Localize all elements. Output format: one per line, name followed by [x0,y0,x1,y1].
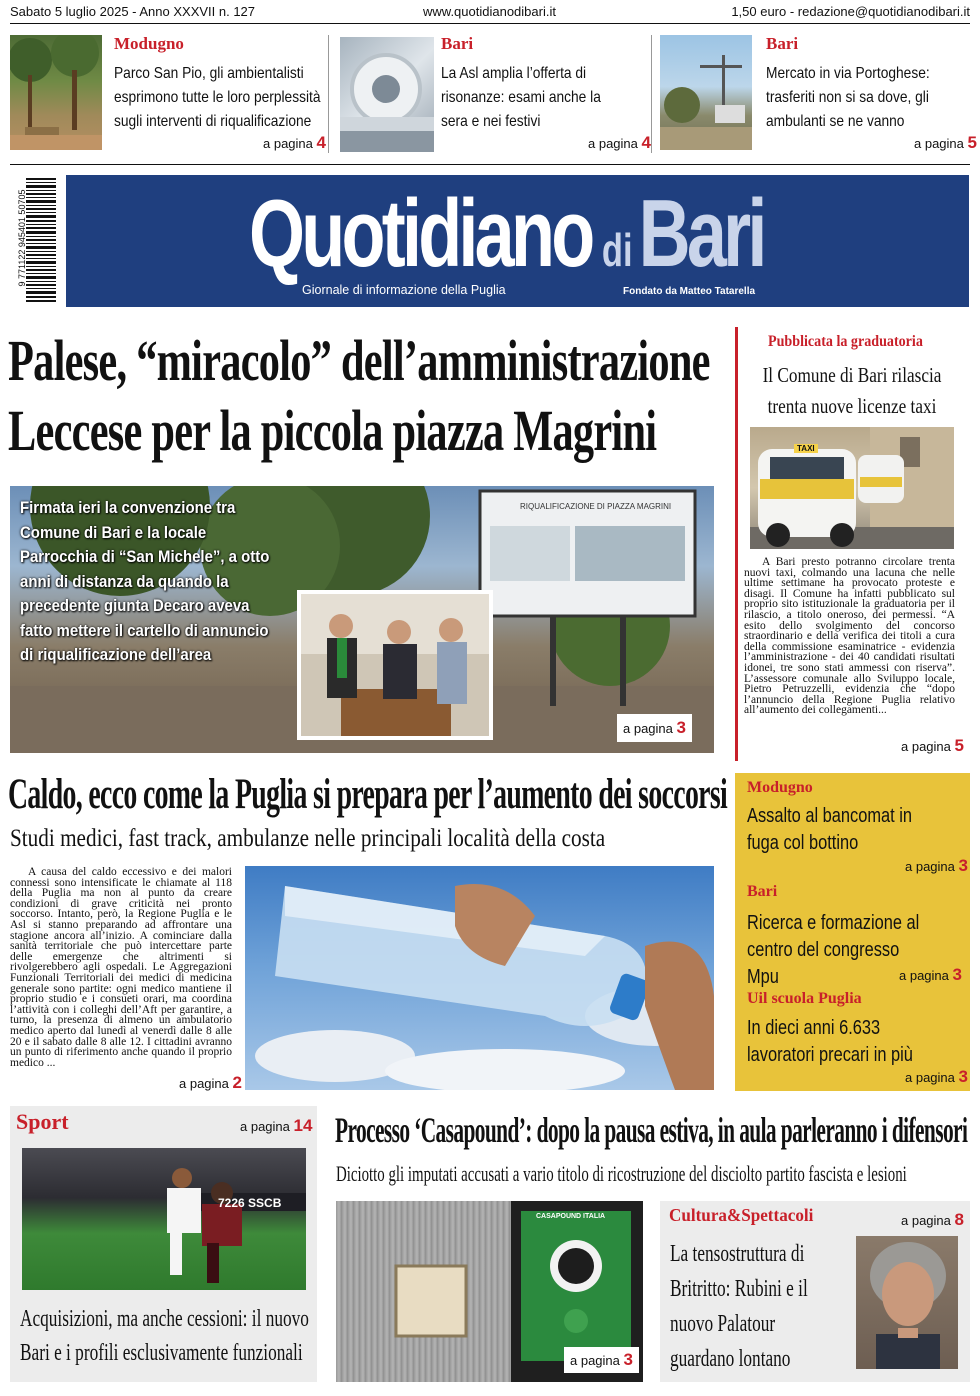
brief-3-page-ref[interactable]: a pagina 3 [905,1067,968,1086]
briefs-box [735,773,970,1091]
casapound-subheadline: Diciotto gli imputati accusati a vario titolo di ricostruzione del disciolto partito fascista e lesioni [336,1161,907,1186]
lead-sign-title: RIQUALIFICAZIONE DI PIAZZA MAGRINI [520,502,672,511]
sport-headline[interactable]: Acquisizioni, ma anche cessioni: il nuovo Bari e i profili esclusivamente funzionali [20,1306,309,1366]
culture-headline[interactable]: La tensostruttura di Britritto: Rubini e il nuovo Palatour guardano lontano [670,1241,808,1372]
taxi-column-rule [735,327,738,761]
teaser-3-text[interactable]: Mercato in via Portoghese: trasferiti non si sa dove, gli ambulanti se ne vanno [766,65,930,130]
brief-2-headline[interactable]: Ricerca e formazione al centro del congresso Mpu [747,912,920,988]
casapound-sign-text: CASAPOUND ITALIA [536,1213,606,1220]
teaser-2-category: Bari [441,34,474,53]
teaser-1-text[interactable]: Parco San Pio, gli ambientalisti esprimono tutte le loro perplessità sugli interventi di riqualificazione [114,65,321,130]
teaser-3-category: Bari [766,34,799,53]
teaser-1-page-ref[interactable]: a pagina 4 [263,133,326,152]
masthead-banner [66,175,969,307]
masthead-title: Quotidiano diBari [249,180,764,287]
taxi-body: A Bari presto potranno circolare trenta nuovi taxi, colmando una lacuna che nelle ultime settimane ha provocato proteste e disagi. Il Comune ha infatti pubblicato sul proprio sito istituzionale la graduatoria per il rilascio, a titolo oneroso, dei permessi. “A esito dello svolgimento del concorso straordinario e della verifica dei titoli a cura della commissione esaminatrice - evidenzia l’amministrazione - dei 40 candidati risultati idonei, tre sono stati ammessi con riserva”. L’assessore comunale allo Sviluppo locale, Pietro Petruzzelli, evidenzia che “dopo l’annuncio della Regione Puglia relativo all’aumento dei collegamenti... [744,556,955,717]
masthead-founder: Fondato da Matteo Tatarella [623,286,756,297]
issue-date: Sabato 5 luglio 2025 - Anno XXXVII n. 127 [10,4,256,19]
lead-inset-photo [297,590,493,740]
sport-scoreboard: 7226 SSCB [218,1196,282,1210]
teaser-market-photo [660,35,752,150]
lead-overlay-text: Firmata ieri la convenzione tra Comune di Bari e la locale Parrocchia di “San Michele”, a otto anni di distanza da quando la precedente giunta Decaro aveva fatto mettere il cartello di annuncio di riqualificazione dell’area [20,498,270,664]
culture-portrait-photo [856,1236,958,1369]
teaser-park-photo [10,35,102,150]
lead-page-ref[interactable]: a pagina 3 [617,714,692,742]
heat-page-ref[interactable]: a pagina 2 [175,1073,242,1093]
sport-photo [22,1148,306,1290]
sport-category: Sport [16,1109,69,1134]
barcode-number: 9 771122 945401 50705 [17,189,27,287]
brief-2-category: Bari [747,883,778,900]
website-link[interactable]: www.quotidianodibari.it [423,4,556,19]
brief-1-page-ref[interactable]: a pagina 3 [905,856,968,875]
brief-3-headline[interactable]: In dieci anni 6.633 lavoratori precari in più [747,1017,913,1066]
brief-2-page-ref[interactable]: a pagina 3 [899,965,962,984]
top-bar [10,4,970,22]
culture-box [660,1201,970,1382]
sport-box [10,1106,317,1382]
casapound-photo [336,1201,643,1382]
taxi-page-ref[interactable]: a pagina 5 [901,736,964,755]
heat-body: A causa del caldo eccessivo e dei malori connessi sono intensificate le chiamate al 118 della Puglia ma non al punto da creare condizioni di grave criticità nei pronto soccorso. Intanto, però, la Regione Puglia e le Asl si stanno preparando ad affrontare una stagione ancora all’inizio. A cominciare dalla sanità territoriale che può intercettare parte delle emergenze che altrimenti si rivolgerebbero agli ospedali. Le Aggregazioni Funzionali Territoriali dei medici di medicina generale sono partite: ogni medico mantiene il proprio studio e i consueti orari, ma coordina l’attività con i colleghi dell’Aft per garantire, a turno, la presenza di almeno un ambulatorio medico aperto dal lunedì al venerdì dalle 8 alle 20 e il sabato dalle 8 alle 12. I cittadini avranno un punto di riferimento anche quando il proprio medico ... [10,866,232,1069]
lead-headline[interactable]: Palese, “miracolo” dell’amministrazione Leccese per la piccola piazza Magrini [8,328,710,463]
heat-subheadline: Studi medici, fast track, ambulanze nelle principali località della costa [10,825,606,852]
brief-1-category: Modugno [747,779,813,796]
culture-page-ref[interactable]: a pagina 8 [901,1210,964,1229]
teaser-1-category: Modugno [114,34,184,53]
taxi-headline[interactable]: Il Comune di Bari rilascia trenta nuove licenze taxi [762,363,942,418]
taxi-photo [750,427,954,549]
brief-1-headline[interactable]: Assalto al bancomat in fuga col bottino [747,805,913,854]
casapound-page-ref[interactable]: a pagina 3 [564,1347,639,1373]
brief-3-category: Uil scuola Puglia [747,990,862,1007]
taxi-kicker: Pubblicata la graduatoria [768,333,923,350]
barcode [12,178,58,302]
culture-category: Cultura&Spettacoli [669,1205,814,1225]
teaser-3-page-ref[interactable]: a pagina 5 [914,133,977,152]
teaser-2-page-ref[interactable]: a pagina 4 [588,133,651,152]
price-contact: 1,50 euro - redazione@quotidianodibari.it [731,4,970,19]
casapound-headline[interactable]: Processo ‘Casapound’: dopo la pausa estiva, in aula parleranno i difensori [335,1110,968,1150]
lead-photo [10,486,714,753]
heat-headline[interactable]: Caldo, ecco come la Puglia si prepara per l’aumento dei soccorsi [8,771,728,818]
masthead-subtitle: Giornale di informazione della Puglia [302,283,506,297]
water-bottle-photo [245,866,714,1090]
taxi-sign: TAXI [794,444,818,453]
teaser-mri-photo [340,37,434,152]
teaser-2-text[interactable]: La Asl amplia l’offerta di risonanze: esami anche la sera e nei festivi [441,65,601,130]
sport-page-ref[interactable]: a pagina 14 [240,1116,313,1135]
